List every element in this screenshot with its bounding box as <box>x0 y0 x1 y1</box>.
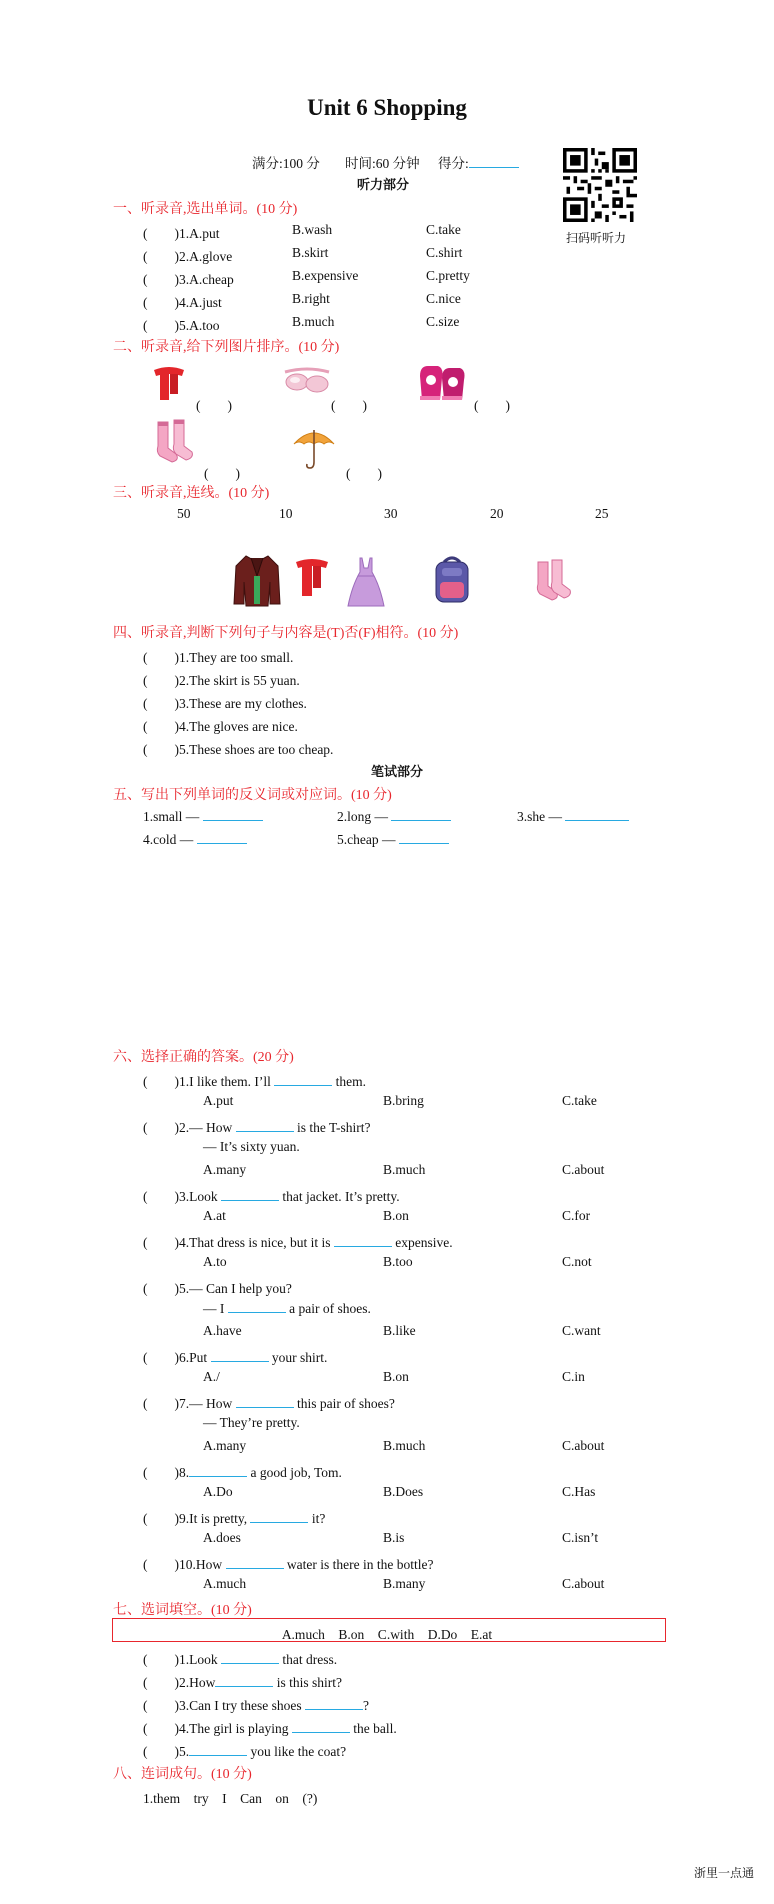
s6-q8-c: C.Has <box>562 1484 596 1499</box>
s6-q2-line2: — It’s sixty yuan. <box>203 1139 300 1154</box>
s2-paren-2: ( ) <box>331 398 367 413</box>
section-5-title: 五、写出下列单词的反义词或对应词。(10 分) <box>113 788 392 803</box>
s2-paren-3: ( ) <box>474 398 510 413</box>
s6-q5-a: A.have <box>203 1323 242 1338</box>
s6-q1-c: C.take <box>562 1093 597 1108</box>
s5-item-1: 1.small — <box>143 808 263 825</box>
s3-number-4: 20 <box>490 506 504 521</box>
s5-blank-5[interactable] <box>399 831 449 844</box>
s6-q10: ( )10.How water is there in the bottle? <box>143 1557 434 1572</box>
jacket-image <box>232 552 282 608</box>
section-4-title: 四、听录音,判断下列句子与内容是(T)否(F)相符。(10 分) <box>113 626 459 641</box>
s6-q9-a: A.does <box>203 1530 241 1545</box>
s6-q3-a: A.at <box>203 1208 226 1223</box>
s6-q6-b: B.on <box>383 1369 409 1384</box>
s6-q3: ( )3.Look that jacket. It’s pretty. <box>143 1189 400 1204</box>
s6-q6-c: C.in <box>562 1369 585 1384</box>
s7-q1-blank[interactable] <box>221 1651 279 1664</box>
s2-paren-1: ( ) <box>196 398 232 413</box>
s6-q4-blank[interactable] <box>334 1234 392 1247</box>
s6-q7-a: A.many <box>203 1438 247 1453</box>
s7-q5-blank[interactable] <box>189 1743 247 1756</box>
s7-q3: ( )3.Can I try these shoes ? <box>143 1698 369 1713</box>
s6-q2-c: C.about <box>562 1162 605 1177</box>
s2-paren-5: ( ) <box>346 466 382 481</box>
s5-item-4: 4.cold — <box>143 831 247 848</box>
umbrella-image <box>292 424 336 472</box>
word-bank: A.much B.on C.with D.Do E.at <box>281 1627 493 1642</box>
s1-q3-b: B.expensive <box>292 268 359 283</box>
s6-q6-blank[interactable] <box>211 1349 269 1362</box>
s6-q8-b: B.Does <box>383 1484 424 1499</box>
s4-q4: ( )4.The gloves are nice. <box>143 719 298 734</box>
s1-q5-b: B.much <box>292 314 335 329</box>
s4-q1: ( )1.They are too small. <box>143 650 294 665</box>
s3-number-5: 25 <box>595 506 609 521</box>
s4-q2: ( )2.The skirt is 55 yuan. <box>143 673 300 688</box>
section-1-title: 一、听录音,选出单词。(10 分) <box>113 202 298 217</box>
writing-title: 笔试部分 <box>371 765 424 780</box>
s6-q10-a: A.much <box>203 1576 247 1591</box>
s5-item-3: 3.she — <box>517 808 629 825</box>
s7-q3-blank[interactable] <box>305 1697 363 1710</box>
page-title: Unit 6 Shopping <box>307 95 467 120</box>
s7-q2-blank[interactable] <box>215 1674 273 1687</box>
s6-q5-c: C.want <box>562 1323 601 1338</box>
s1-q3-c: C.pretty <box>426 268 470 283</box>
s5-item-2: 2.long — <box>337 808 451 825</box>
s5-blank-3[interactable] <box>565 808 629 821</box>
score-label: 得分: <box>438 152 519 172</box>
s5-blank-2[interactable] <box>391 808 451 821</box>
s6-q7-blank[interactable] <box>236 1395 294 1408</box>
qr-code[interactable] <box>563 148 637 222</box>
s6-q1-blank[interactable] <box>274 1073 332 1086</box>
s7-q4: ( )4.The girl is playing the ball. <box>143 1721 397 1736</box>
backpack-image <box>430 556 474 606</box>
listening-title: 听力部分 <box>357 178 410 193</box>
footer-brand: 浙里一点通 <box>694 1866 755 1880</box>
socks-image <box>150 418 196 466</box>
section-2-title: 二、听录音,给下列图片排序。(10 分) <box>113 340 340 355</box>
s1-q1-b: B.wash <box>292 222 333 237</box>
s7-q2: ( )2.How is this shirt? <box>143 1675 343 1690</box>
s6-q9-b: B.is <box>383 1530 405 1545</box>
s3-number-2: 10 <box>279 506 293 521</box>
s6-q1-a: A.put <box>203 1093 234 1108</box>
full-score: 满分:100 分 <box>252 156 320 171</box>
s6-q2-a: A.many <box>203 1162 247 1177</box>
s6-q7: ( )7.— How this pair of shoes? <box>143 1396 395 1411</box>
s6-q2: ( )2.— How is the T-shirt? <box>143 1120 371 1135</box>
s1-q2-c: C.shirt <box>426 245 463 260</box>
s6-q10-b: B.many <box>383 1576 426 1591</box>
section-8-title: 八、连词成句。(10 分) <box>113 1767 252 1782</box>
s6-q6: ( )6.Put your shirt. <box>143 1350 328 1365</box>
s1-q5-c: C.size <box>426 314 460 329</box>
s6-q9: ( )9.It is pretty, it? <box>143 1511 326 1526</box>
s6-q5-line2: — I a pair of shoes. <box>203 1301 371 1316</box>
s6-q3-blank[interactable] <box>221 1188 279 1201</box>
s6-q3-b: B.on <box>383 1208 409 1223</box>
s6-q4-b: B.too <box>383 1254 413 1269</box>
s1-q5: ( )5.A.too <box>143 318 220 333</box>
s2-paren-4: ( ) <box>204 466 240 481</box>
socks-image-2 <box>530 558 574 604</box>
s6-q3-c: C.for <box>562 1208 591 1223</box>
s6-q2-blank[interactable] <box>236 1119 294 1132</box>
s6-q9-c: C.isn’t <box>562 1530 599 1545</box>
s6-q5: ( )5.— Can I help you? <box>143 1281 292 1296</box>
s6-q8: ( )8. a good job, Tom. <box>143 1465 342 1480</box>
section-6-title: 六、选择正确的答案。(20 分) <box>113 1050 294 1065</box>
s6-q6-a: A./ <box>203 1369 220 1384</box>
s6-q9-blank[interactable] <box>250 1510 308 1523</box>
gloves-image <box>416 360 468 404</box>
s7-q4-blank[interactable] <box>292 1720 350 1733</box>
section-3-title: 三、听录音,连线。(10 分) <box>113 486 270 501</box>
s6-q4-a: A.to <box>203 1254 227 1269</box>
s6-q4-c: C.not <box>562 1254 592 1269</box>
sunglasses-image <box>283 366 331 398</box>
s7-q1: ( )1.Look that dress. <box>143 1652 338 1667</box>
s1-q4: ( )4.A.just <box>143 295 222 310</box>
s1-q4-b: B.right <box>292 291 330 306</box>
time-limit: 时间:60 分钟 <box>345 156 420 171</box>
s6-q1-b: B.bring <box>383 1093 424 1108</box>
s6-q7-b: B.much <box>383 1438 426 1453</box>
s1-q4-c: C.nice <box>426 291 461 306</box>
scarf-image <box>150 364 188 408</box>
s4-q3: ( )3.These are my clothes. <box>143 696 307 711</box>
s6-q2-b: B.much <box>383 1162 426 1177</box>
s1-q2-b: B.skirt <box>292 245 329 260</box>
s1-q3: ( )3.A.cheap <box>143 272 234 287</box>
s3-number-3: 30 <box>384 506 398 521</box>
s5-item-5: 5.cheap — <box>337 831 449 848</box>
s6-q1: ( )1.I like them. I’ll them. <box>143 1074 366 1089</box>
s6-q5-blank[interactable] <box>228 1300 286 1313</box>
s1-q1: ( )1.A.put <box>143 226 220 241</box>
s4-q5: ( )5.These shoes are too cheap. <box>143 742 334 757</box>
s6-q7-line2: — They’re pretty. <box>203 1415 300 1430</box>
section-7-title: 七、选词填空。(10 分) <box>113 1603 252 1618</box>
s6-q10-c: C.about <box>562 1576 605 1591</box>
s6-q8-blank[interactable] <box>189 1464 247 1477</box>
s6-q8-a: A.Do <box>203 1484 233 1499</box>
s6-q5-b: B.like <box>383 1323 416 1338</box>
s6-q7-c: C.about <box>562 1438 605 1453</box>
scarf-image-2 <box>292 556 332 606</box>
qr-caption: 扫码听听力 <box>566 231 627 245</box>
s1-q2: ( )2.A.glove <box>143 249 233 264</box>
s5-blank-1[interactable] <box>203 808 263 821</box>
s7-q5: ( )5. you like the coat? <box>143 1744 347 1759</box>
s8-q1: 1.them try I Can on (?) <box>143 1791 318 1806</box>
s5-blank-4[interactable] <box>197 831 247 844</box>
s1-q1-c: C.take <box>426 222 461 237</box>
dress-image <box>346 556 386 608</box>
s6-q10-blank[interactable] <box>226 1556 284 1569</box>
s3-number-1: 50 <box>177 506 191 521</box>
s6-q4: ( )4.That dress is nice, but it is expensive. <box>143 1235 453 1250</box>
